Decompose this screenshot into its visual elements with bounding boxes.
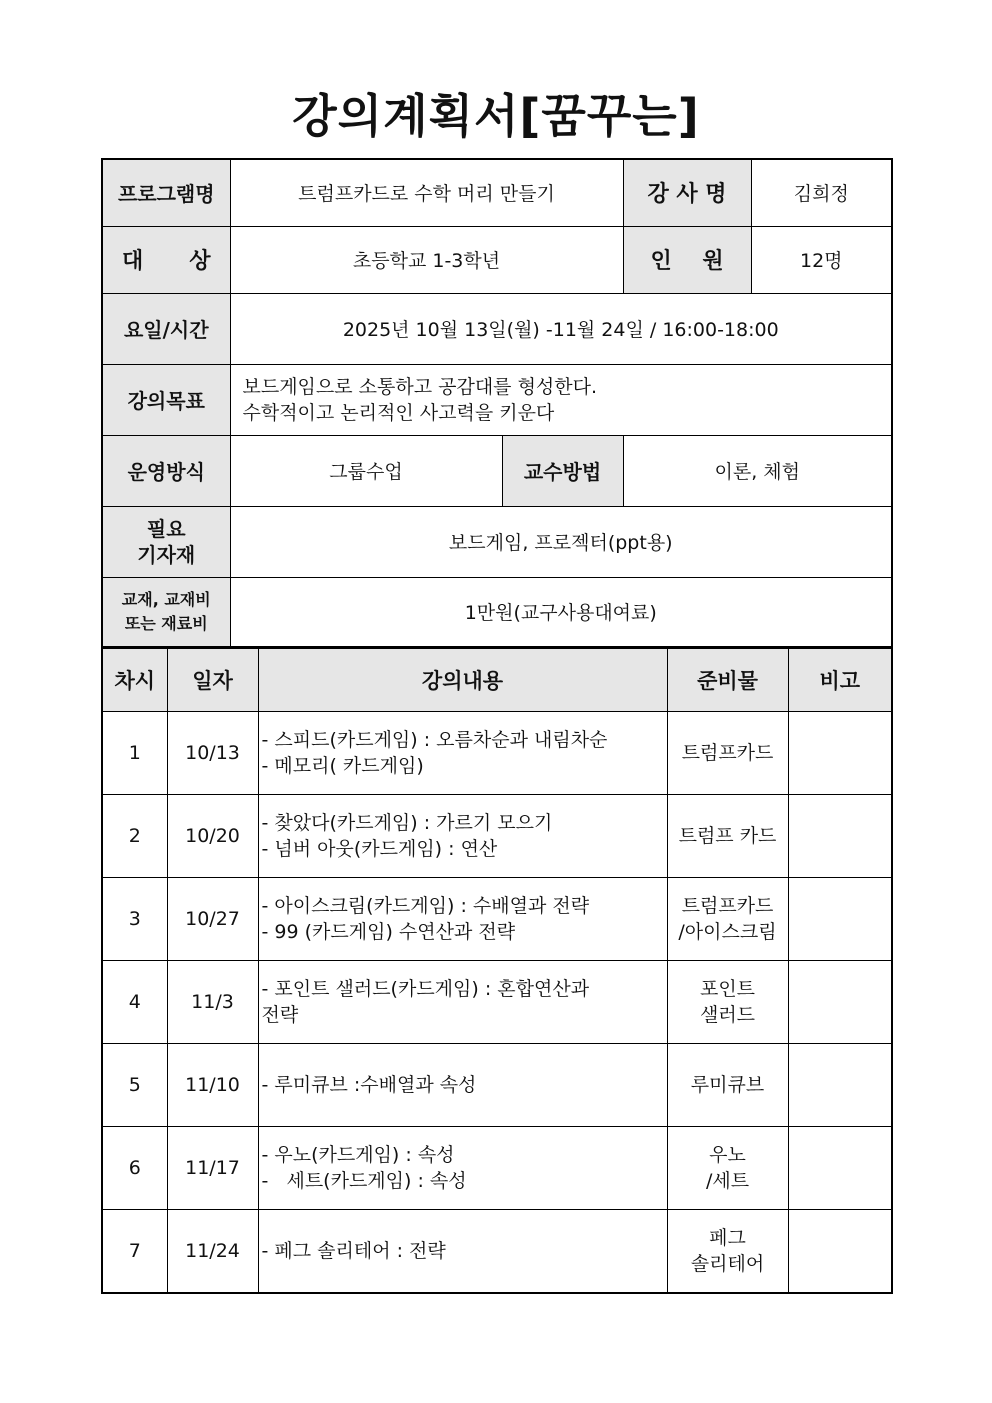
teaching-label: 교수방법 (502, 435, 623, 506)
program-label: 프로그램명 (102, 159, 230, 226)
session-cell: 2 (102, 795, 167, 878)
header-session: 차시 (102, 648, 167, 712)
note-cell (788, 1044, 892, 1127)
prep-line: 트럼프카드 (681, 742, 774, 764)
session-cell: 5 (102, 1044, 167, 1127)
note-cell (788, 795, 892, 878)
goal-line: 보드게임으로 소통하고 공감대를 형성한다. (242, 375, 598, 398)
note-cell (788, 878, 892, 961)
header-note: 비고 (788, 648, 892, 712)
prep-cell (667, 712, 788, 795)
goal-label: 강의목표 (102, 364, 230, 435)
session-cell: 4 (102, 961, 167, 1044)
content-line: - 우노(카드게임) : 속성 (261, 1144, 455, 1166)
prep-line: 샐러드 (699, 1004, 756, 1026)
program-value: 트럼프카드로 수학 머리 만들기 (230, 159, 623, 226)
prep-line: /아이스크림 (678, 921, 777, 943)
session-cell: 7 (102, 1210, 167, 1293)
prep-cell (667, 878, 788, 961)
date-cell: 10/27 (167, 878, 258, 961)
content-cell (258, 1044, 667, 1127)
note-cell (788, 712, 892, 795)
content-cell (258, 1127, 667, 1210)
content-cell (258, 961, 667, 1044)
equip-value: 보드게임, 프로젝터(ppt용) (230, 506, 892, 577)
table-row (102, 961, 892, 1044)
content-line: 전략 (261, 1004, 299, 1026)
method-label: 운영방식 (102, 435, 230, 506)
header-content: 강의내용 (258, 648, 667, 712)
target-label: 대 상 (102, 226, 230, 293)
schedule-label: 요일/시간 (102, 293, 230, 364)
note-cell (788, 961, 892, 1044)
prep-cell (667, 961, 788, 1044)
prep-line: 루미큐브 (690, 1074, 765, 1096)
date-cell: 11/3 (167, 961, 258, 1044)
session-cell: 1 (102, 712, 167, 795)
material-label-line: 또는 재료비 (124, 613, 208, 633)
content-line: - 넘버 아웃(카드게임) : 연산 (261, 838, 498, 860)
session-cell: 3 (102, 878, 167, 961)
note-cell (788, 1210, 892, 1293)
date-cell: 11/10 (167, 1044, 258, 1127)
prep-cell (667, 795, 788, 878)
prep-line: 트럼프 카드 (678, 825, 777, 847)
header-date: 일자 (167, 648, 258, 712)
date-cell: 11/17 (167, 1127, 258, 1210)
method-value: 그룹수업 (230, 435, 502, 506)
equip-label (102, 506, 230, 577)
content-cell (258, 712, 667, 795)
content-line: - 스피드(카드게임) : 오름차순과 내림차순 (261, 729, 608, 751)
count-label: 인 원 (623, 226, 751, 293)
content-line: - 99 (카드게임) 수연산과 전략 (261, 921, 516, 943)
schedule-value: 2025년 10월 13일(월) -11월 24일 / 16:00-18:00 (230, 293, 892, 364)
table-row (102, 1127, 892, 1210)
prep-line: 우노 (709, 1144, 746, 1166)
table-row (102, 795, 892, 878)
teaching-value: 이론, 체험 (623, 435, 892, 506)
content-cell (258, 795, 667, 878)
material-value: 1만원(교구사용대여료) (230, 577, 892, 647)
content-line: - 찾았다(카드게임) : 가르기 모으기 (261, 812, 553, 834)
goal-value (230, 364, 892, 435)
content-cell (258, 878, 667, 961)
equip-label-line: 기자재 (137, 542, 196, 567)
info-table (101, 158, 893, 648)
table-row (102, 1210, 892, 1293)
header-prep: 준비물 (667, 648, 788, 712)
instructor-value: 김희정 (751, 159, 892, 226)
prep-line: 포인트 (699, 978, 756, 1000)
table-row (102, 878, 892, 961)
content-line: - 아이스크림(카드게임) : 수배열과 전략 (261, 895, 590, 917)
content-cell (258, 1210, 667, 1293)
prep-line: 페그 (709, 1226, 746, 1249)
prep-line: 트럼프카드 (681, 895, 774, 917)
table-row (102, 1044, 892, 1127)
content-line: - 페그 솔리테어 : 전략 (261, 1239, 446, 1262)
count-value: 12명 (751, 226, 892, 293)
material-label (102, 577, 230, 647)
page-title: 강의계획서[꿈꾸는] (292, 89, 700, 143)
schedule-table (101, 647, 893, 1294)
content-line: - 세트(카드게임) : 속성 (261, 1170, 467, 1192)
prep-line: /세트 (705, 1170, 750, 1192)
content-line: - 루미큐브 :수배열과 속성 (261, 1074, 477, 1096)
prep-line: 솔리테어 (690, 1252, 765, 1275)
content-line: - 포인트 샐러드(카드게임) : 혼합연산과 (261, 978, 590, 1000)
content-line: - 메모리( 카드게임) (261, 755, 424, 777)
equip-label-line: 필요 (146, 516, 186, 541)
prep-cell (667, 1210, 788, 1293)
date-cell: 11/24 (167, 1210, 258, 1293)
date-cell: 10/20 (167, 795, 258, 878)
note-cell (788, 1127, 892, 1210)
instructor-label: 강 사 명 (623, 159, 751, 226)
date-cell: 10/13 (167, 712, 258, 795)
table-row (102, 712, 892, 795)
material-label-line: 교재, 교재비 (121, 589, 211, 609)
session-cell: 6 (102, 1127, 167, 1210)
prep-cell (667, 1127, 788, 1210)
goal-line: 수학적이고 논리적인 사고력을 키운다 (242, 401, 555, 424)
prep-cell (667, 1044, 788, 1127)
target-value: 초등학교 1-3학년 (230, 226, 623, 293)
